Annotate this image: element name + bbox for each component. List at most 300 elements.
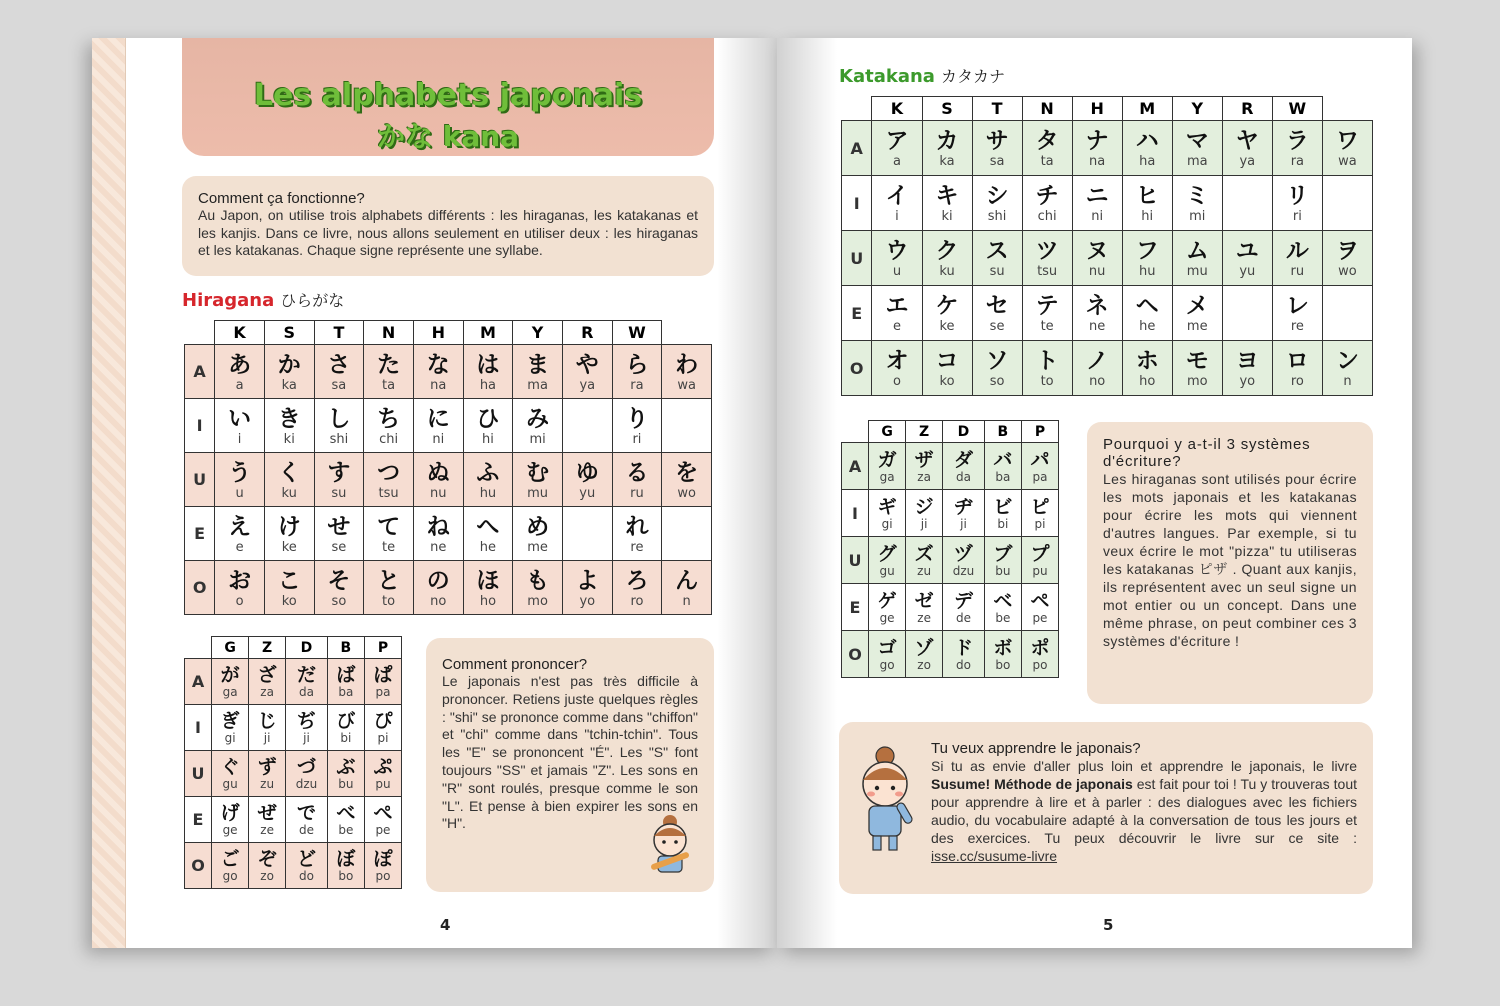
hiragana-kana: た — [377, 351, 401, 378]
hiragana-romaji: ho — [479, 593, 497, 609]
hiragana-kana: や — [575, 351, 599, 378]
hiragana-kana: ん — [675, 567, 699, 594]
hiragana-romaji: he — [479, 539, 497, 555]
katakana-romaji: no — [1089, 374, 1106, 389]
katakana-col-header: K — [872, 97, 922, 121]
hiragana-voiced-cell — [364, 751, 401, 797]
hiragana-voiced-romaji: ge — [222, 823, 238, 837]
page-number-left: 4 — [440, 916, 451, 934]
katakana-cell — [972, 286, 1022, 341]
katakana-voiced-kana: プ — [1030, 542, 1050, 565]
waving-girl-icon — [855, 744, 921, 856]
pronounce-box — [426, 638, 714, 892]
hiragana-cell — [215, 399, 265, 453]
katakana-cell — [1022, 121, 1072, 176]
hiragana-kana: こ — [277, 567, 301, 594]
katakana-romaji: hi — [1141, 209, 1154, 224]
katakana-voiced-romaji: ba — [995, 469, 1011, 484]
katakana-romaji: sa — [989, 154, 1005, 169]
learn-box — [839, 722, 1373, 894]
katakana-kana: ツ — [1035, 238, 1059, 264]
hiragana-cell — [662, 345, 712, 399]
katakana-romaji: ra — [1290, 154, 1304, 169]
hiragana-cell — [413, 453, 463, 507]
katakana-voiced-cell — [869, 631, 906, 678]
hiragana-romaji: ra — [630, 377, 644, 393]
katakana-cell — [1322, 231, 1372, 286]
hiragana-cell — [364, 453, 414, 507]
hiragana-romaji: se — [331, 539, 347, 555]
katakana-kana: ホ — [1135, 348, 1159, 374]
katakana-cell — [872, 176, 922, 231]
hiragana-romaji: o — [235, 593, 244, 609]
hiragana-voiced-romaji: pi — [377, 731, 389, 745]
hiragana-kana: ひ — [476, 405, 500, 432]
hiragana-voiced-kana: ぐ — [220, 756, 240, 778]
hiragana-cell — [314, 507, 364, 561]
katakana-cell — [1122, 121, 1172, 176]
katakana-cell — [972, 231, 1022, 286]
hiragana-romaji: ki — [283, 431, 295, 447]
katakana-cell — [1122, 286, 1172, 341]
katakana-row-header: E — [842, 286, 872, 341]
katakana-voiced-romaji: pu — [1032, 563, 1048, 578]
hiragana-kana: わ — [675, 351, 699, 378]
hiragana-cell — [463, 507, 513, 561]
katakana-cell — [922, 341, 972, 396]
katakana-voiced-romaji: ji — [920, 516, 928, 531]
hiragana-romaji: re — [630, 539, 644, 555]
hiragana-kana: を — [675, 459, 699, 486]
hiragana-row — [185, 345, 712, 399]
katakana-row — [842, 121, 1373, 176]
hiragana-cell — [662, 561, 712, 615]
right-page — [777, 38, 1412, 948]
katakana-romaji: ya — [1239, 154, 1256, 169]
katakana-voiced-romaji: be — [995, 610, 1011, 625]
katakana-row-header: U — [842, 231, 872, 286]
katakana-romaji: ma — [1186, 154, 1208, 169]
katakana-voiced-kana: ジ — [914, 495, 934, 518]
hiragana-row-header: U — [185, 453, 215, 507]
katakana-romaji: u — [892, 264, 902, 279]
katakana-kana: ル — [1285, 238, 1309, 264]
hiragana-col-header: T — [314, 321, 364, 345]
katakana-romaji: ru — [1290, 264, 1305, 279]
hiragana-kana: も — [526, 567, 550, 594]
katakana-voiced-cell — [984, 443, 1021, 490]
hiragana-cell — [264, 345, 314, 399]
hiragana-cell — [513, 399, 563, 453]
katakana-cell — [1172, 231, 1222, 286]
katakana-voiced-col-header: D — [943, 421, 985, 443]
hiragana-romaji: yu — [579, 485, 596, 501]
hiragana-kana: ふ — [476, 459, 500, 486]
hiragana-voiced-kana: べ — [336, 802, 356, 824]
hiragana-cell — [314, 345, 364, 399]
hiragana-romaji: mu — [527, 485, 549, 501]
hiragana-kana: さ — [327, 351, 351, 378]
hiragana-voiced-cell — [286, 705, 328, 751]
hiragana-voiced-kana: ご — [220, 848, 240, 870]
katakana-kana: タ — [1035, 128, 1059, 154]
hiragana-row-header: A — [185, 345, 215, 399]
katakana-voiced-cell — [869, 584, 906, 631]
katakana-romaji: ku — [939, 264, 955, 279]
katakana-kana: ニ — [1085, 183, 1109, 209]
susume-link[interactable]: isse.cc/susume-livre — [931, 848, 1058, 864]
katakana-voiced-romaji: dzu — [952, 563, 975, 578]
hiragana-cell — [264, 453, 314, 507]
hiragana-voiced-cell — [212, 705, 249, 751]
learn-box-text — [931, 757, 1357, 865]
hiragana-corner — [185, 321, 215, 345]
katakana-kana: チ — [1035, 183, 1059, 209]
katakana-voiced-romaji: gu — [879, 563, 895, 578]
katakana-voiced-row — [842, 584, 1059, 631]
katakana-heading-label: Katakana — [839, 66, 935, 87]
pronounce-box-title: Comment prononcer? — [442, 656, 588, 673]
katakana-voiced-kana: ヂ — [953, 495, 973, 518]
katakana-cell — [1172, 176, 1222, 231]
hiragana-romaji: mi — [529, 431, 546, 447]
hiragana-voiced-kana: ぱ — [373, 664, 393, 686]
hiragana-voiced-corner — [185, 637, 212, 659]
hiragana-romaji: so — [331, 593, 347, 609]
hiragana-voiced-cell — [364, 843, 401, 889]
katakana-cell — [1172, 121, 1222, 176]
hiragana-voiced-cell — [212, 843, 249, 889]
hiragana-voiced-romaji: do — [299, 869, 314, 883]
hiragana-romaji: ko — [281, 593, 297, 609]
katakana-romaji: ri — [1292, 209, 1302, 224]
katakana-voiced-romaji: do — [956, 657, 971, 672]
katakana-voiced-kana: ザ — [914, 448, 934, 471]
katakana-voiced-kana: グ — [877, 542, 897, 565]
hiragana-romaji: ro — [630, 593, 644, 609]
katakana-kana: ソ — [985, 348, 1009, 374]
katakana-kana: ケ — [935, 293, 959, 319]
hiragana-cell — [612, 453, 662, 507]
katakana-kana: メ — [1185, 293, 1209, 319]
hiragana-voiced-row-header: U — [185, 751, 212, 797]
hiragana-cell — [314, 453, 364, 507]
hiragana-romaji: mo — [527, 593, 548, 609]
katakana-cell — [1272, 231, 1322, 286]
katakana-voiced-col-header: B — [984, 421, 1021, 443]
hiragana-voiced-table — [184, 636, 402, 889]
hiragana-voiced-romaji: ji — [303, 731, 310, 745]
hiragana-cell — [364, 345, 414, 399]
intro-box-text: Au Japon, on utilise trois alphabets différents : les hiraganas, les katakanas et les kanjis. Dans ce livre, nous allons seulement en utiliser deux : les hiraganas et les katakanas. Chaque signe représente une syllabe. — [198, 207, 698, 258]
katakana-cell — [1222, 176, 1272, 231]
katakana-cell — [1072, 231, 1122, 286]
katakana-voiced-col-header: P — [1021, 421, 1058, 443]
katakana-voiced-row — [842, 490, 1059, 537]
hiragana-voiced-romaji: pa — [375, 685, 391, 699]
katakana-cell — [1072, 341, 1122, 396]
katakana-kana: ヲ — [1335, 238, 1359, 264]
hiragana-cell — [562, 345, 612, 399]
katakana-cell — [1272, 286, 1322, 341]
katakana-cell — [1322, 341, 1372, 396]
katakana-row — [842, 176, 1373, 231]
katakana-voiced-kana: ベ — [993, 589, 1013, 612]
katakana-kana: コ — [935, 348, 959, 374]
katakana-cell — [1122, 231, 1172, 286]
hiragana-voiced-kana: ぺ — [373, 802, 393, 824]
hiragana-kana: と — [377, 567, 401, 594]
hiragana-row — [185, 399, 712, 453]
katakana-voiced-col-header: G — [869, 421, 906, 443]
hiragana-romaji: nu — [430, 485, 447, 501]
hiragana-kana: あ — [228, 351, 252, 378]
hiragana-voiced-cell — [364, 797, 401, 843]
katakana-kana: ナ — [1085, 128, 1109, 154]
katakana-corner — [842, 97, 872, 121]
hiragana-voiced-col-header: P — [364, 637, 401, 659]
katakana-col-header: Y — [1172, 97, 1222, 121]
katakana-voiced-kana: デ — [953, 589, 973, 612]
hiragana-voiced-kana: で — [296, 802, 316, 824]
katakana-romaji: e — [892, 319, 901, 334]
hiragana-voiced-cell — [249, 797, 286, 843]
hiragana-heading-jp: ひらがな — [280, 291, 345, 310]
hiragana-heading — [182, 288, 344, 311]
hiragana-voiced-kana: ぴ — [373, 710, 393, 732]
hiragana-romaji: to — [382, 593, 396, 609]
katakana-cell — [1172, 286, 1222, 341]
hiragana-cell — [612, 399, 662, 453]
hiragana-voiced-row — [185, 751, 402, 797]
hiragana-voiced-kana: が — [220, 664, 240, 686]
katakana-kana: ア — [885, 128, 909, 154]
katakana-romaji: ni — [1091, 209, 1104, 224]
katakana-romaji: to — [1040, 374, 1054, 389]
hiragana-kana: の — [426, 567, 450, 594]
katakana-voiced-kana: ゼ — [914, 589, 934, 612]
katakana-voiced-row — [842, 537, 1059, 584]
title-banner — [182, 38, 714, 156]
hiragana-kana: る — [625, 459, 649, 486]
hiragana-romaji: te — [382, 539, 396, 555]
hiragana-cell — [413, 399, 463, 453]
katakana-romaji: he — [1139, 319, 1156, 334]
hiragana-cell — [662, 453, 712, 507]
katakana-cell — [872, 121, 922, 176]
hiragana-voiced-kana: ど — [296, 848, 316, 870]
hiragana-voiced-romaji: bo — [338, 869, 354, 883]
katakana-col-header: H — [1072, 97, 1122, 121]
katakana-cell — [1222, 341, 1272, 396]
hiragana-cell — [264, 399, 314, 453]
katakana-kana: ミ — [1185, 183, 1209, 209]
hiragana-row-header: O — [185, 561, 215, 615]
katakana-voiced-col-header: Z — [906, 421, 943, 443]
hiragana-romaji: na — [430, 377, 447, 393]
katakana-kana: ユ — [1235, 238, 1259, 264]
hiragana-voiced-romaji: zu — [260, 777, 275, 791]
katakana-col-header: M — [1122, 97, 1172, 121]
hiragana-voiced-romaji: dzu — [295, 777, 318, 791]
hiragana-col-header: H — [413, 321, 463, 345]
katakana-heading — [839, 64, 1005, 87]
hiragana-romaji: sa — [331, 377, 347, 393]
katakana-voiced-cell — [984, 631, 1021, 678]
hiragana-row — [185, 507, 712, 561]
hiragana-cell — [513, 561, 563, 615]
katakana-voiced-kana: ピ — [1030, 495, 1050, 518]
hiragana-voiced-kana: ば — [336, 664, 356, 686]
katakana-kana: ノ — [1085, 348, 1109, 374]
hiragana-voiced-cell — [286, 659, 328, 705]
katakana-romaji: re — [1290, 319, 1304, 334]
hiragana-cell — [215, 561, 265, 615]
katakana-voiced-romaji: ze — [917, 610, 931, 625]
hiragana-romaji: ha — [479, 377, 497, 393]
why-box — [1087, 422, 1373, 704]
hiragana-voiced-kana: ぽ — [373, 848, 393, 870]
hiragana-cell — [463, 561, 513, 615]
katakana-voiced-cell — [869, 443, 906, 490]
katakana-voiced-romaji: ji — [960, 516, 967, 531]
hiragana-romaji: shi — [329, 431, 349, 447]
hiragana-voiced-kana: じ — [257, 710, 277, 732]
hiragana-voiced-kana: づ — [296, 756, 316, 778]
katakana-kana: ス — [985, 238, 1009, 264]
hiragana-voiced-romaji: pu — [375, 777, 391, 791]
katakana-voiced-cell — [943, 584, 985, 631]
katakana-voiced-romaji: bi — [997, 516, 1009, 531]
katakana-voiced-romaji: zo — [917, 657, 931, 672]
hiragana-voiced-cell — [364, 705, 401, 751]
page-title: Les alphabets japonais — [253, 78, 643, 113]
hiragana-cell — [513, 453, 563, 507]
hiragana-cell — [413, 561, 463, 615]
katakana-romaji: ko — [939, 374, 955, 389]
katakana-voiced-romaji: ga — [879, 469, 895, 484]
katakana-kana: ヒ — [1135, 183, 1159, 209]
hiragana-cell — [562, 507, 612, 561]
katakana-cell — [1172, 341, 1222, 396]
hiragana-romaji: ru — [630, 485, 644, 501]
katakana-voiced-row-header: U — [842, 537, 869, 584]
katakana-voiced-romaji: po — [1032, 657, 1048, 672]
katakana-cell — [872, 286, 922, 341]
hiragana-kana: ま — [526, 351, 550, 378]
katakana-voiced-corner — [842, 421, 869, 443]
left-page — [92, 38, 777, 948]
hiragana-cell — [463, 453, 513, 507]
katakana-romaji: te — [1040, 319, 1054, 334]
hiragana-voiced-romaji: po — [375, 869, 391, 883]
hiragana-kana: ね — [426, 513, 450, 540]
katakana-kana: レ — [1285, 293, 1309, 319]
katakana-kana: ヘ — [1135, 293, 1159, 319]
hiragana-voiced-cell — [249, 751, 286, 797]
katakana-romaji: na — [1089, 154, 1106, 169]
hiragana-col-header: K — [215, 321, 265, 345]
hiragana-cell — [662, 399, 712, 453]
katakana-kana: サ — [985, 128, 1009, 154]
hiragana-cell — [364, 399, 414, 453]
why-box-text: Les hiraganas sont utilisés pour écrire les mots japonais et les katakanas pour écrire les mots qui viennent d'autres langues. Par exemple, si tu veux écrire le mot "pizza" tu utiliseras les katakanas ピザ . Quant aux kanjis, ils représentent avec un seul signe un mot entier ou un concept. Dans une même phrase, on peut combiner ces 3 systèmes d'écriture ! — [1103, 471, 1357, 649]
hiragana-kana: ろ — [625, 567, 649, 594]
hiragana-voiced-cell — [249, 843, 286, 889]
katakana-romaji: shi — [987, 209, 1007, 224]
katakana-voiced-romaji: de — [955, 610, 971, 625]
hiragana-voiced-kana: ぎ — [220, 710, 240, 732]
pronounce-box-text: Le japonais n'est pas très difficile à prononcer. Retiens juste quelques règles : "shi" se prononce comme dans "chiffon" et "chi" comme dans "tchin-tchin". Tous les "E" se prononcent "É". Les "S" font toujours "SS" et jamais "Z". Les sons en "R" sont roulés, presque comme le son "L". Et pense à bien expirer les sons en "H". — [442, 673, 698, 832]
katakana-voiced-cell — [984, 584, 1021, 631]
hiragana-voiced-cell — [286, 751, 328, 797]
katakana-cell — [922, 286, 972, 341]
hiragana-kana: む — [526, 459, 550, 486]
katakana-cell — [1022, 176, 1072, 231]
katakana-voiced-cell — [1021, 490, 1058, 537]
katakana-romaji: a — [892, 154, 901, 169]
hiragana-voiced-cell — [364, 659, 401, 705]
hiragana-kana: う — [228, 459, 252, 486]
hiragana-voiced-cell — [212, 751, 249, 797]
katakana-cell — [922, 176, 972, 231]
hiragana-romaji: u — [235, 485, 244, 501]
hiragana-kana: め — [526, 513, 550, 540]
katakana-voiced-romaji: pe — [1032, 610, 1048, 625]
katakana-voiced-cell — [906, 490, 943, 537]
katakana-row-header: O — [842, 341, 872, 396]
katakana-main-table — [841, 96, 1373, 396]
gutter-shadow-left — [717, 38, 777, 948]
katakana-romaji: o — [892, 374, 901, 389]
book-spread — [92, 38, 1412, 948]
hiragana-voiced-col-header: B — [327, 637, 364, 659]
katakana-voiced-kana: ダ — [953, 448, 973, 471]
hiragana-romaji: e — [235, 539, 244, 555]
katakana-voiced-kana: ズ — [914, 542, 934, 565]
katakana-voiced-kana: ボ — [993, 636, 1013, 659]
learn-text-middle: est fait pour toi ! Tu y trouveras tout pour apprendre à lire et à parler : des dialogues avec les fichiers audio, du vocabulaire adapté à la conversation de tous les jours et des exercices. Tu peux découvrir le livre sur ce site : — [931, 776, 1357, 846]
katakana-kana: ク — [935, 238, 959, 264]
hiragana-kana: れ — [625, 513, 649, 540]
hiragana-kana: ぬ — [426, 459, 450, 486]
katakana-romaji: i — [895, 209, 899, 224]
hiragana-voiced-romaji: ji — [263, 731, 271, 745]
katakana-cell — [1072, 286, 1122, 341]
page-number-right: 5 — [1103, 916, 1114, 934]
hiragana-voiced-cell — [327, 751, 364, 797]
katakana-kana: キ — [935, 183, 959, 209]
hiragana-voiced-romaji: gu — [222, 777, 238, 791]
katakana-voiced-kana: ゴ — [877, 636, 897, 659]
katakana-voiced-cell — [1021, 631, 1058, 678]
hiragana-romaji: tsu — [378, 485, 399, 501]
katakana-romaji: tsu — [1037, 264, 1058, 279]
katakana-cell — [1322, 176, 1372, 231]
hiragana-voiced-row — [185, 659, 402, 705]
girl-mascot-icon — [642, 812, 702, 882]
hiragana-kana: す — [327, 459, 351, 486]
katakana-row-header: A — [842, 121, 872, 176]
hiragana-voiced-cell — [249, 659, 286, 705]
katakana-voiced-kana: ブ — [993, 542, 1013, 565]
katakana-voiced-cell — [984, 490, 1021, 537]
hiragana-voiced-kana: ぞ — [257, 848, 277, 870]
hiragana-romaji: me — [527, 539, 548, 555]
hiragana-voiced-cell — [212, 797, 249, 843]
katakana-kana: セ — [985, 293, 1009, 319]
katakana-voiced-cell — [1021, 584, 1058, 631]
